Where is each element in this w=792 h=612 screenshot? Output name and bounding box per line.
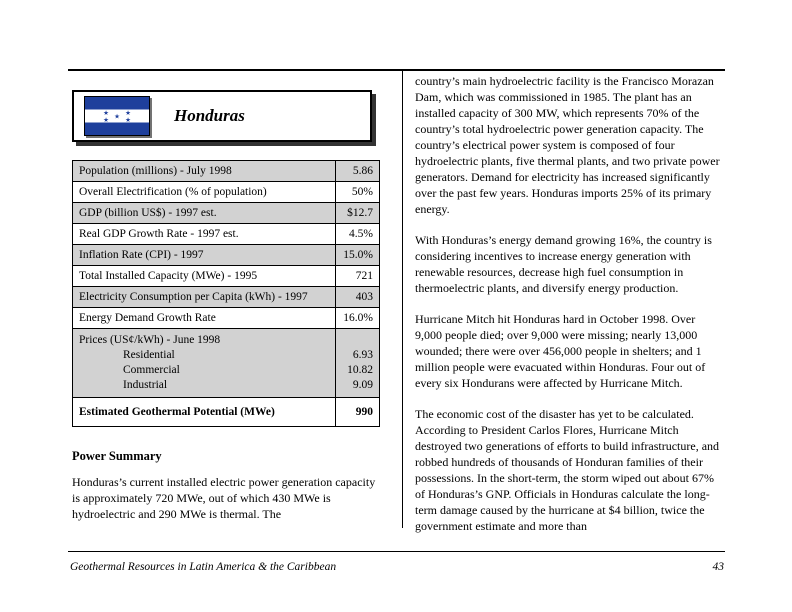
country-title: Honduras [174,106,245,125]
table-row [73,203,380,224]
price-item-value: 10.82 [347,364,373,376]
body-paragraph: The economic cost of the disaster has yet to be calculated. According to President Carlos Flores, Hurricane Mitch destroyed two generations of efforts to build infrastructure, and robbed hundreds of thousands of Honduran families of their possessions. In the short-term, the storm wiped out about 67% of Honduras’s GNP. Officials in Honduras calculate the long-term damage caused by the hurricane at $4 billion, twice the government estimate and more than [415,407,720,533]
price-item-value: 6.93 [352,349,373,361]
stat-value: 15.0% [336,245,380,266]
stat-label: Energy Demand Growth Rate [73,308,336,329]
power-summary-heading: Power Summary [72,449,162,463]
star-icon: ★ [103,108,109,117]
stat-label: Real GDP Growth Rate - 1997 est. [73,224,336,245]
prices-value-cell [336,329,380,398]
price-item-value: 9.09 [352,379,373,391]
power-summary-paragraph: Honduras’s current installed electric power generation capacity is approximately 720 MWe, out of which 430 MWe is hydroelectric and 290 MWe is thermal. The [72,475,376,522]
stat-label: GDP (billion US$) - 1997 est. [73,203,336,224]
price-item-label: Commercial [123,364,180,376]
footer-rule [68,551,725,552]
honduras-flag-icon [84,96,150,136]
table-row [73,245,380,266]
table-row-prices [73,329,380,398]
footer-document-title: Geothermal Resources in Latin America & the Caribbean [70,561,337,573]
body-paragraph: With Honduras’s energy demand growing 16%, the country is considering incentives to increase energy generation with renewable resources, decrease high fuel consumption in thermoelectric plants, and diversify energy production. [415,233,712,295]
table-row [73,266,380,287]
right-column [415,73,723,549]
stat-value: 50% [336,182,380,203]
column-divider [402,71,403,528]
flag-bottom-stripe [85,123,149,136]
prices-label-cell [73,329,336,398]
stat-value: 403 [336,287,380,308]
stat-value: $12.7 [336,203,380,224]
star-icon: ★ [125,115,131,124]
stats-table [72,160,380,427]
flag-top-stripe [85,97,149,110]
stat-label: Inflation Rate (CPI) - 1997 [73,245,336,266]
geothermal-value: 990 [336,398,380,427]
body-paragraph: Hurricane Mitch hit Honduras hard in October 1998. Over 9,000 people died; over 9,000 were missing; nearly 13,000 wounded; there were over 456,000 people in shelters; and 1 million people were evacuated within Honduras. Four out of every six Hondurans were affected by Hurricane Mitch. [415,312,706,390]
stat-value: 5.86 [336,161,380,182]
stat-value: 4.5% [336,224,380,245]
table-row-geothermal [73,398,380,427]
footer-page-number: 43 [712,561,724,573]
table-row [73,161,380,182]
table-row [73,287,380,308]
stat-label: Electricity Consumption per Capita (kWh) - 1997 [73,287,336,308]
stat-label: Population (millions) - July 1998 [73,161,336,182]
table-row [73,308,380,329]
stat-label: Overall Electrification (% of population) [73,182,336,203]
stat-value: 16.0% [336,308,380,329]
prices-label: Prices (US¢/kWh) - June 1998 [79,334,221,346]
price-item-label: Residential [123,349,175,361]
star-icon: ★ [125,108,131,117]
body-paragraph: country’s main hydroelectric facility is the Francisco Morazan Dam, which was commissioned in 1985. The plant has an installed capacity of 300 MW, which represents 70% of the country’s total hydroelectric power generation capacity. The country’s electrical power system is composed of four hydroelectric plants, five thermal plants, and two private power generators. Demand for electricity has increased significantly over the past few years. Honduras imports 25% of its primary energy. [415,74,720,216]
star-icon: ★ [114,112,120,121]
price-item-label: Industrial [123,379,168,391]
top-rule [68,69,725,71]
stat-value: 721 [336,266,380,287]
stat-label: Total Installed Capacity (MWe) - 1995 [73,266,336,287]
table-row [73,224,380,245]
geothermal-label: Estimated Geothermal Potential (MWe) [73,398,336,427]
star-icon: ★ [103,115,109,124]
table-row [73,182,380,203]
country-header [72,90,372,142]
honduras-flag-svg [85,97,149,135]
